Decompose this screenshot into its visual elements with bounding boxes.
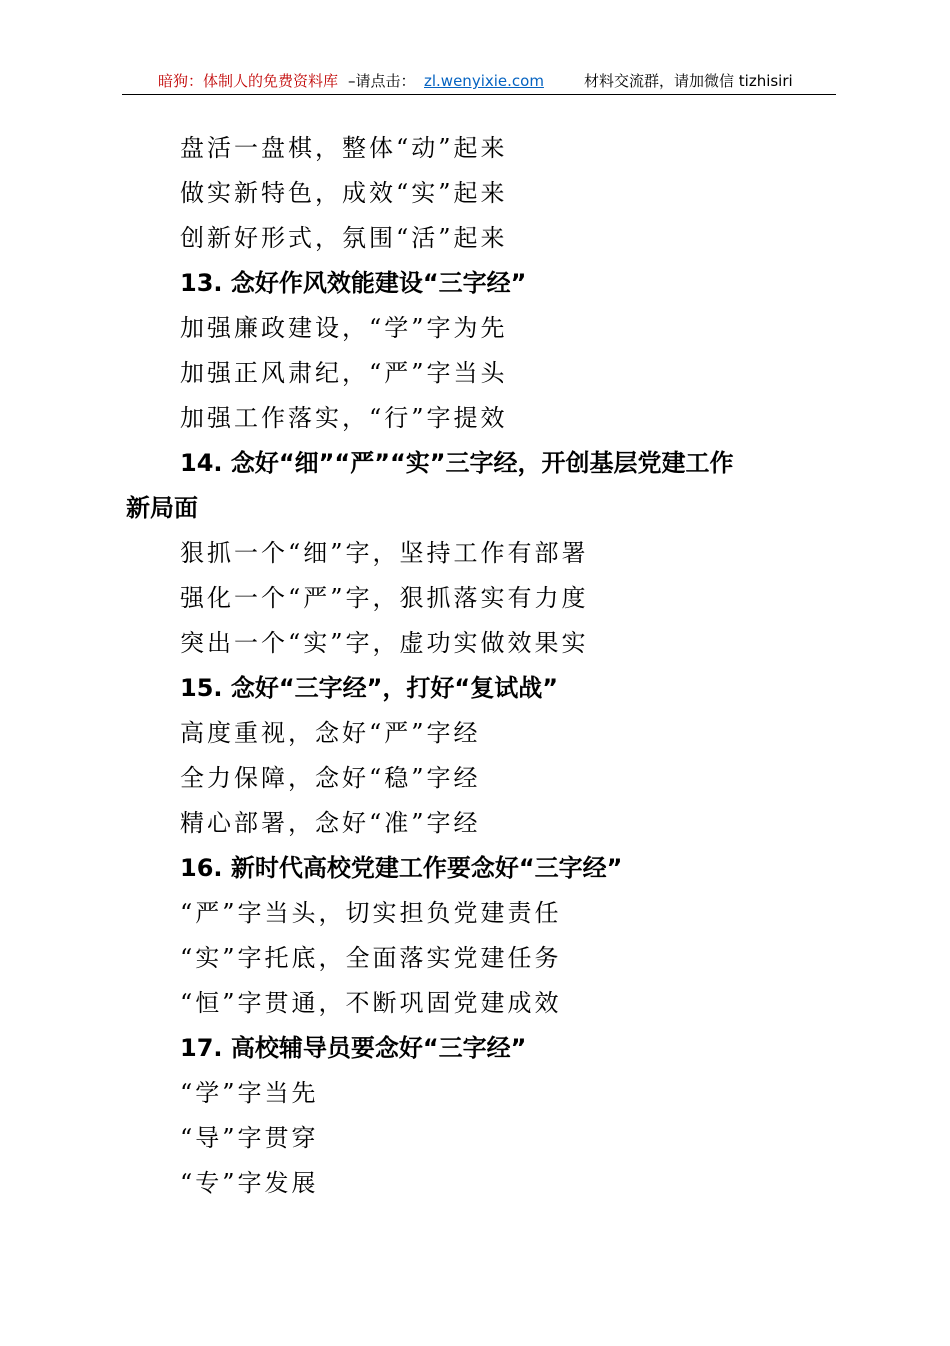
- body-line: “学”字当先: [180, 1079, 319, 1107]
- body-line: 精心部署，念好“准”字经: [180, 809, 481, 837]
- body-line: 加强正风肃纪，“严”字当头: [180, 359, 508, 387]
- header-wechat-note: 材料交流群，请加微信 tizhisiri: [584, 72, 793, 90]
- section-heading-16: 16. 新时代高校党建工作要念好“三字经”: [180, 854, 623, 882]
- body-line: 创新好形式，氛围“活”起来: [180, 224, 508, 252]
- body-line: 强化一个“严”字，狠抓落实有力度: [180, 584, 589, 612]
- body-line: 加强工作落实，“行”字提效: [180, 404, 508, 432]
- body-line: 加强廉政建设，“学”字为先: [180, 314, 508, 342]
- body-line: 突出一个“实”字，虚功实做效果实: [180, 629, 589, 657]
- body-line: “严”字当头，切实担负党建责任: [180, 899, 562, 927]
- section-heading-14-continuation: 新局面: [126, 494, 198, 522]
- section-heading-13: 13. 念好作风效能建设“三字经”: [180, 269, 527, 297]
- page-header: [122, 70, 836, 95]
- section-heading-17: 17. 高校辅导员要念好“三字经”: [180, 1034, 527, 1062]
- body-line: 高度重视，念好“严”字经: [180, 719, 481, 747]
- header-click-prompt: –请点击：: [348, 72, 416, 90]
- section-heading-15: 15. 念好“三字经”，打好“复试战”: [180, 674, 558, 702]
- body-line: 狠抓一个“细”字，坚持工作有部署: [180, 539, 589, 567]
- header-link[interactable]: zl.wenyixie.com: [424, 72, 544, 90]
- section-heading-14: 14. 念好“细”“严”“实”三字经，开创基层党建工作: [180, 449, 734, 477]
- body-line: “恒”字贯通，不断巩固党建成效: [180, 989, 562, 1017]
- header-title: 暗狗：体制人的免费资料库: [158, 72, 339, 90]
- body-line: “专”字发展: [180, 1169, 319, 1197]
- body-line: 做实新特色，成效“实”起来: [180, 179, 508, 207]
- body-line: 盘活一盘棋，整体“动”起来: [180, 134, 508, 162]
- body-line: “导”字贯穿: [180, 1124, 319, 1152]
- body-line: “实”字托底，全面落实党建任务: [180, 944, 562, 972]
- body-line: 全力保障，念好“稳”字经: [180, 764, 481, 792]
